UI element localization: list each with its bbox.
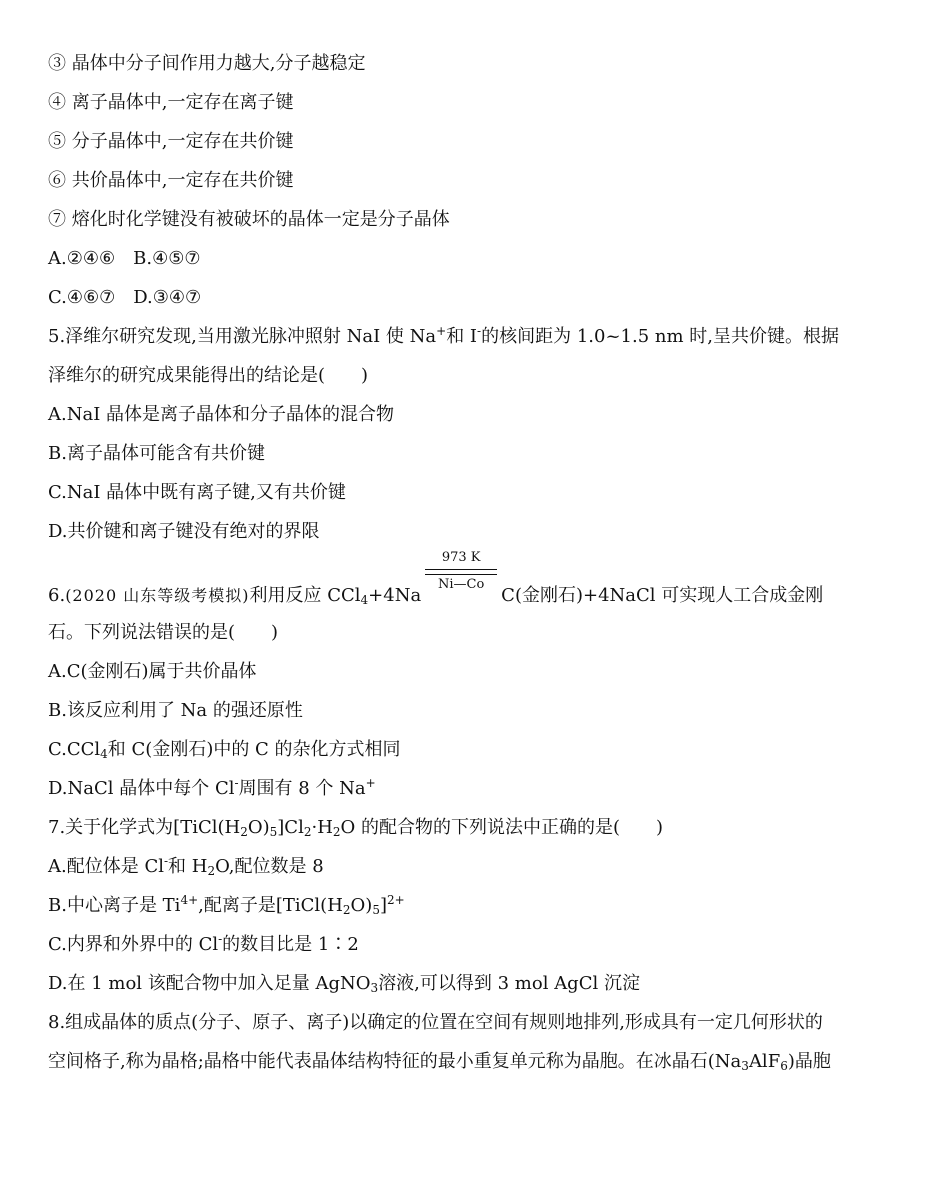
q6-stem: [48, 550, 918, 613]
reaction-condition-arrow: [425, 550, 497, 595]
q7-stem-text: ]Cl: [277, 817, 304, 838]
option-text: O,配位数是 8: [215, 856, 324, 877]
q6-option-c: [48, 730, 918, 769]
option-text: 周围有 8 个 Na: [238, 778, 366, 799]
q8-stem-text: AlF: [748, 1051, 781, 1072]
reaction-catalyst: Ni—Co: [438, 577, 485, 592]
option-text: C.内界和外界中的 Cl: [48, 934, 219, 955]
q4-option-b: B.④⑤⑦: [133, 248, 201, 269]
option-text: A.配位体是 Cl: [48, 856, 164, 877]
option-text: O): [350, 895, 373, 916]
option-text: C.CCl: [48, 739, 101, 760]
q7-option-c: [48, 925, 918, 964]
q5-stem: [48, 317, 918, 356]
superscript: -: [477, 324, 482, 338]
q6-stem-text: C(金刚石)+4NaCl 可实现人工合成金刚: [501, 585, 824, 606]
q7-stem-text: 7.关于化学式为[TiCl(H: [48, 817, 241, 838]
q7-stem: [48, 808, 918, 847]
superscript: 4+: [180, 893, 199, 907]
q4-options-cd: [48, 278, 918, 317]
q6-stem-line2: 石。下列说法错误的是( ): [48, 622, 279, 643]
q6-option-b: B.该反应利用了 Na 的强还原性: [48, 700, 303, 721]
subscript: 2: [303, 825, 312, 839]
q8-stem-text: )晶胞: [787, 1051, 831, 1072]
q4-option-c: C.④⑥⑦: [48, 287, 116, 308]
q5-stem-text: 和 I: [446, 326, 478, 347]
q5-option-a: A.NaI 晶体是离子晶体和分子晶体的混合物: [48, 404, 395, 425]
option-text: ,配离子是[TiCl(H: [198, 895, 343, 916]
q6-source: (2020 山东等级考模拟): [65, 586, 250, 605]
q7-stem-text: O 的配合物的下列说法中正确的是( ): [340, 817, 664, 838]
q6-option-d: [48, 769, 918, 808]
option-text: D.在 1 mol 该配合物中加入足量 AgNO: [48, 973, 371, 994]
superscript: -: [163, 854, 169, 868]
subscript: 2: [332, 825, 341, 839]
q4-statement-6: ⑥ 共价晶体中,一定存在共价键: [48, 170, 294, 191]
option-text: 和 C(金刚石)中的 C 的杂化方式相同: [107, 739, 401, 760]
q4-statement-3: ③ 晶体中分子间作用力越大,分子越稳定: [48, 53, 366, 74]
option-text: ]: [379, 895, 387, 916]
option-text: D.NaCl 晶体中每个 Cl: [48, 778, 235, 799]
q6-option-a: A.C(金刚石)属于共价晶体: [48, 661, 257, 682]
q4-option-d: D.③④⑦: [133, 287, 202, 308]
q5-option-c: C.NaI 晶体中既有离子键,又有共价键: [48, 482, 346, 503]
subscript: 3: [370, 981, 379, 995]
q7-option-a: [48, 847, 918, 886]
reaction-temperature: 973 K: [441, 550, 481, 565]
q6-stem-text: 利用反应 CCl: [249, 585, 361, 606]
q8-stem-text: 空间格子,称为晶格;晶格中能代表晶体结构特征的最小重复单元称为晶胞。在冰晶石(Na: [48, 1051, 742, 1072]
document-page: [48, 44, 918, 1081]
q7-stem-text: ·H: [311, 817, 333, 838]
subscript: 3: [741, 1059, 749, 1073]
subscript: 2: [240, 825, 248, 839]
q5-stem-text: 的核间距为 1.0~1.5 nm 时,呈共价键。根据: [481, 326, 839, 347]
option-text: 的数目比是 1∶2: [222, 934, 359, 955]
option-text: 溶液,可以得到 3 mol AgCl 沉淀: [378, 973, 640, 994]
q5-option-d: D.共价键和离子键没有绝对的界限: [48, 521, 320, 542]
superscript: -: [218, 932, 223, 946]
superscript: +: [365, 776, 376, 790]
superscript: -: [234, 776, 239, 790]
option-text: 和 H: [168, 856, 208, 877]
subscript: 4: [100, 747, 108, 761]
q6-stem-text: +4Na: [368, 585, 422, 606]
q7-stem-text: O): [247, 817, 270, 838]
q4-statement-7: ⑦ 熔化时化学键没有被破坏的晶体一定是分子晶体: [48, 209, 450, 230]
subscript: 2: [342, 903, 351, 917]
subscript: 5: [269, 825, 278, 839]
superscript: +: [436, 324, 447, 338]
q4-options-ab: [48, 239, 918, 278]
q8-stem-line1: 8.组成晶体的质点(分子、原子、离子)以确定的位置在空间有规则地排列,形成具有一定几何形状的: [48, 1012, 823, 1033]
q8-stem-line2: [48, 1042, 918, 1081]
equation-line: [425, 574, 497, 575]
q5-stem-line2: 泽维尔的研究成果能得出的结论是( ): [48, 365, 369, 386]
subscript: 5: [372, 903, 380, 917]
superscript: 2+: [387, 893, 405, 907]
q6-number: 6.: [48, 585, 66, 606]
q5-stem-text: 5.泽维尔研究发现,当用激光脉冲照射 NaI 使 Na: [48, 326, 437, 347]
equation-line: [425, 569, 497, 570]
q4-option-a: A.②④⑥: [48, 248, 116, 269]
subscript: 6: [780, 1059, 788, 1073]
q7-option-b: [48, 886, 918, 925]
q4-statement-4: ④ 离子晶体中,一定存在离子键: [48, 92, 294, 113]
subscript: 2: [207, 864, 216, 878]
subscript: 4: [360, 593, 369, 607]
q5-option-b: B.离子晶体可能含有共价键: [48, 443, 265, 464]
q7-option-d: [48, 964, 918, 1003]
option-text: B.中心离子是 Ti: [48, 895, 181, 916]
q4-statement-5: ⑤ 分子晶体中,一定存在共价键: [48, 131, 294, 152]
